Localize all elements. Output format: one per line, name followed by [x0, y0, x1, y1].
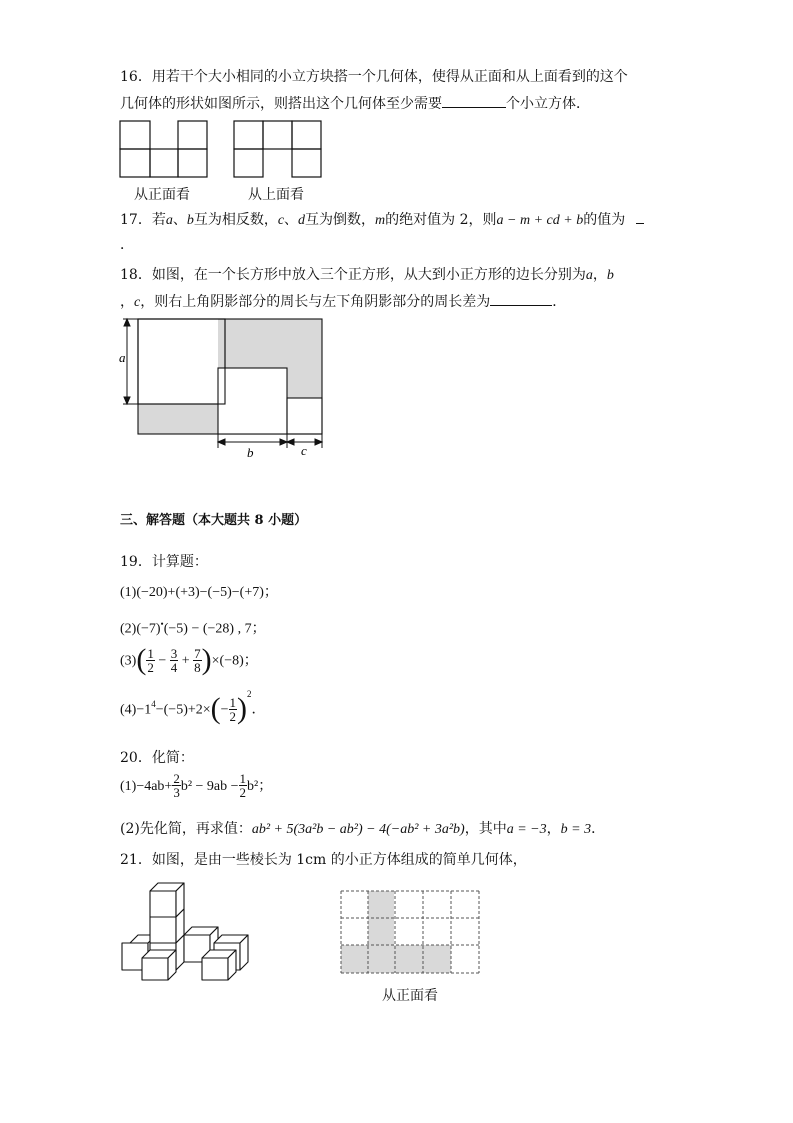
cube-front [142, 958, 168, 980]
q16-line-1: 16．用若干个大小相同的小立方块搭一个几何体，使得从正面和从上面看到的这个 [120, 69, 628, 85]
q17-var-a: a [165, 213, 173, 228]
q21-cube-solid [116, 878, 256, 983]
q16-line-2-end: 个小立方体． [506, 96, 590, 112]
q20-p2-end: ． [591, 821, 606, 837]
q20-part-1 [120, 772, 272, 812]
q20-p2-text: (2)先化简，再求值： [120, 821, 252, 837]
q17-text-5: 的值为 [583, 212, 626, 228]
front-cell [178, 149, 207, 177]
q16-views-figure [118, 119, 328, 181]
q17-sep-1: 、 [172, 212, 187, 228]
top-cell [263, 121, 292, 149]
top-cell [234, 121, 263, 149]
square-a [138, 319, 225, 404]
top-cell [292, 149, 321, 177]
q17-var-m: m [375, 213, 386, 228]
q16-top-caption: 从上面看 [248, 187, 304, 203]
q17-expression: a − m + cd + b [496, 213, 584, 228]
section-3-title: 三、解答题（本大题共 8 小题） [120, 513, 308, 528]
q20-p2-a-value: a = −3 [506, 822, 547, 837]
q18-sep-2: ， [120, 294, 134, 310]
square-a-outline [138, 319, 225, 404]
q17-var-b: b [186, 213, 194, 228]
q20-p2-expression: ab² + 5(3a²b − ab²) − 4(−ab² + 3a²b) [251, 822, 465, 837]
q18-rectangle-figure [115, 316, 330, 461]
q19-p3-frac-3: $\frac{7}{8}$ [194, 645, 201, 675]
q18-sep: ， [592, 267, 607, 283]
shaded-cell [368, 918, 394, 945]
q19-part-4: $(4)-1^4-(-5)+2\times(-$ $\frac{1}{2}$ )$^2$． [120, 689, 266, 725]
q20-p2-b-value: b = 3 [560, 822, 592, 837]
q20-p1-mid: b² − 9ab − [180, 779, 239, 794]
q20-title: 20．化简： [120, 750, 194, 766]
q20-p1-tail: b²； [247, 779, 273, 794]
front-cell [120, 121, 150, 149]
top-cell [292, 121, 321, 149]
square-c [287, 398, 322, 434]
top-cell [234, 149, 263, 177]
q19-p2-a: (2)(−7) [120, 621, 161, 637]
q21-caption: 从正面看 [382, 988, 438, 1004]
q17-text-3: 互为倒数， [305, 212, 376, 228]
cube-front [202, 958, 228, 980]
q18-end: ． [552, 294, 567, 310]
label-b: b [247, 445, 254, 460]
q17-text-1: 17．若 [120, 212, 166, 228]
q19-p4-square: 2 [247, 689, 252, 700]
q16-front-view [120, 121, 207, 177]
label-a: a [119, 350, 126, 365]
q19-p4-frac: $\frac{1}{2}$ [229, 694, 237, 724]
q18-var-c: c [134, 295, 141, 310]
q19-p3-label: (3) [120, 653, 137, 669]
q17-answer-blank[interactable] [636, 211, 644, 224]
q17-var-d: d [298, 213, 306, 228]
q19-p3-tail: ×(−8)； [211, 653, 258, 669]
q17-text-4: 的绝对值为 2，则 [385, 212, 497, 228]
q21-front-view-grid [339, 889, 482, 977]
shaded-cell [368, 891, 394, 918]
q16-line-2 [120, 95, 590, 113]
q19-p2-c: (−28) [202, 621, 235, 637]
front-cell [150, 149, 178, 177]
label-c: c [301, 443, 307, 458]
q16-answer-blank[interactable] [442, 95, 506, 108]
q19-p2-d: 7； [244, 621, 266, 637]
front-cell [120, 149, 150, 177]
q19-p4-end: ． [251, 702, 266, 718]
q19-p4-mid: −(−5)+2× [155, 702, 211, 718]
q19-title: 19．计算题： [120, 554, 208, 570]
q20-p1-frac-1: $\frac{2}{3}$ [173, 771, 180, 800]
shaded-row [341, 945, 451, 973]
q20-p1-frac-2: $\frac{1}{2}$ [239, 771, 247, 800]
q20-p2-sep: ， [546, 821, 561, 837]
q19-p3-frac-1: $\frac{1}{2}$ [147, 645, 154, 675]
q19-p3-frac-2: $\frac{3}{4}$ [170, 645, 178, 675]
q17-line [120, 211, 644, 230]
square-b [218, 368, 287, 434]
q18-text-2: ，则右上角阴影部分的周长与左下角阴影部分的周长差为 [140, 294, 491, 310]
q17-end: ． [120, 237, 134, 253]
q19-p2-b: (−5) [163, 621, 188, 637]
front-cell [178, 121, 207, 149]
q17-text-2: 互为相反数， [193, 212, 278, 228]
q18-answer-blank[interactable] [490, 293, 552, 306]
q19-part-3: (3)( $\frac{1}{2}$ − $\frac{3}{4}$ + $\frac{7}{8}$ )×(−8)； [120, 643, 258, 676]
q18-var-a: a [585, 268, 593, 283]
q20-p2-condition: ，其中 [464, 821, 507, 837]
q21-text: 21．如图，是由一些棱长为 1cm 的小正方体组成的简单几何体， [120, 852, 527, 868]
q18-var-b: b [606, 268, 614, 283]
q19-p4-exp: 4 [151, 699, 156, 710]
cube-front [150, 917, 176, 943]
q19-p4-head: (4)−1 [120, 702, 152, 718]
q18-line-2 [120, 293, 566, 312]
q16-front-caption: 从正面看 [134, 187, 190, 203]
q16-top-view [234, 121, 321, 177]
q19-part-2: (2)(−7)•(−5) − (−28) , 7； [120, 619, 266, 637]
q16-line-2-text: 几何体的形状如图所示，则搭出这个几何体至少需要 [120, 96, 442, 112]
cube-front [150, 891, 176, 917]
q17-var-c: c [277, 213, 285, 228]
bottom-left-shaded [138, 404, 218, 434]
q19-part-1: (1)(−20)+(+3)−(−5)−(+7)； [120, 585, 278, 600]
q18-text-1: 18．如图，在一个长方形中放入三个正方形，从大到小正方形的边长分别为 [120, 267, 586, 283]
q20-part-2 [120, 820, 605, 839]
q18-line-1 [120, 266, 614, 285]
q20-p1-head: (1)−4ab+ [120, 779, 173, 794]
q17-sep-2: 、 [284, 212, 299, 228]
